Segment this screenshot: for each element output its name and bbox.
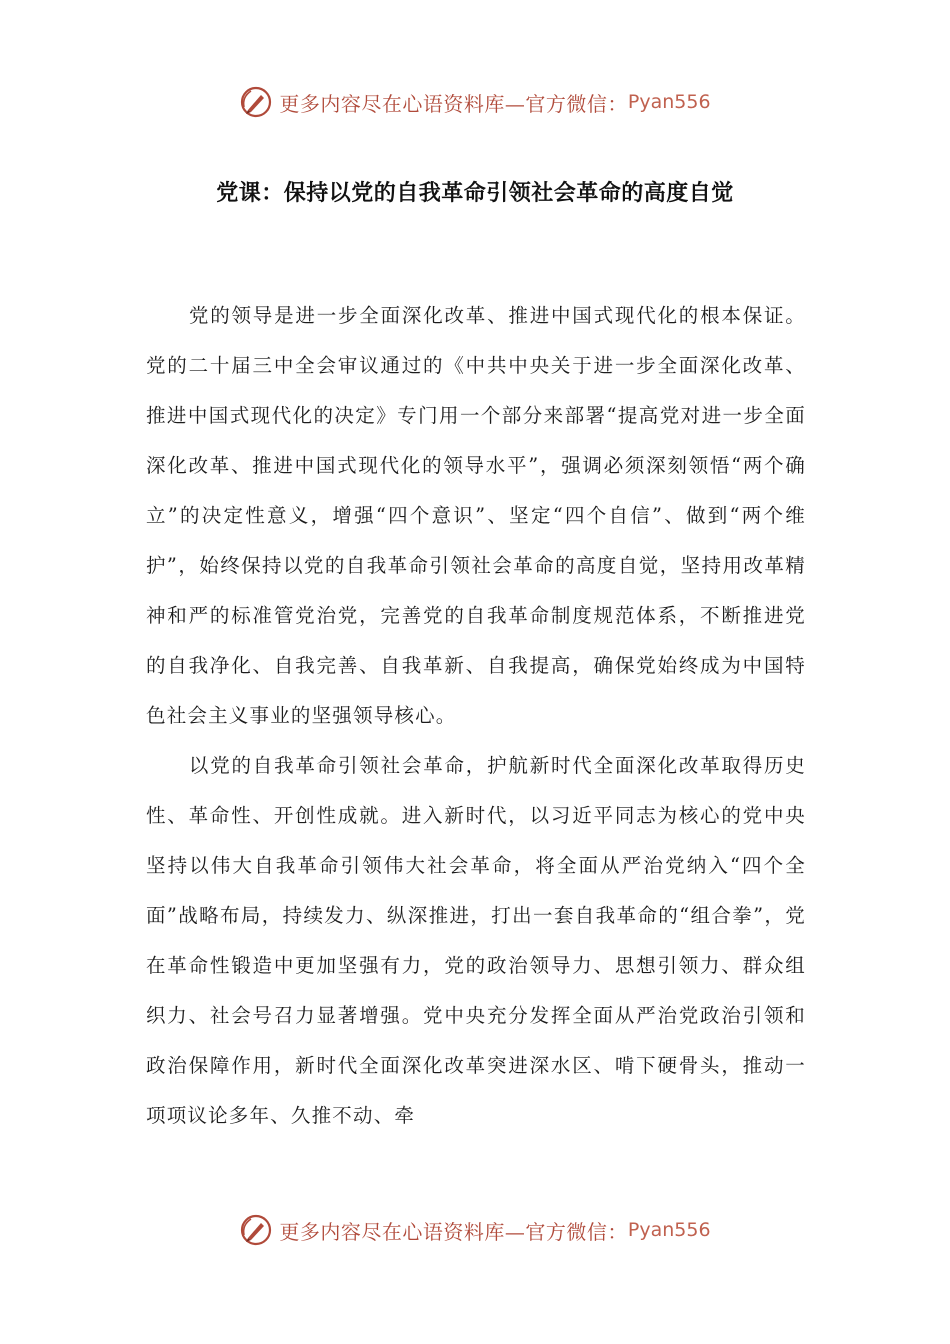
banner-text: 更多内容尽在心语资料库—官方微信： <box>279 1219 628 1244</box>
document-title: 党课：保持以党的自我革命引领社会革命的高度自觉 <box>216 181 734 206</box>
footer-banner <box>0 1208 950 1252</box>
pen-logo-icon <box>239 1213 273 1247</box>
banner-wechat-handle: Pyan556 <box>627 91 711 113</box>
paragraph: 党的领导是进一步全面深化改革、推进中国式现代化的根本保证。党的二十届三中全会审议通过的《中共中央关于进一步全面深化改革、推进中国式现代化的决定》专门用一个部分来部署“提高党对进一步全面深化改革、推进中国式现代化的领导水平”，强调必须深刻领悟“两个确立”的决定性意义，增强“四个意识”、坚定“四个自信”、做到“两个维护”，始终保持以党的自我革命引领社会革命的高度自觉，坚持用改革精神和严的标准管党治党，完善党的自我革命制度规范体系，不断推进党的自我净化、自我完善、自我革新、自我提高，确保党始终成为中国特色社会主义事业的坚强领导核心。 <box>146 304 806 727</box>
pen-logo-icon <box>239 85 273 119</box>
banner-wechat-handle: Pyan556 <box>627 1219 711 1241</box>
document-body <box>146 291 806 1141</box>
paragraph: 以党的自我革命引领社会革命，护航新时代全面深化改革取得历史性、革命性、开创性成就。进入新时代，以习近平同志为核心的党中央坚持以伟大自我革命引领伟大社会革命，将全面从严治党纳入“四个全面”战略布局，持续发力、纵深推进，打出一套自我革命的“组合拳”，党在革命性锻造中更加坚强有力，党的政治领导力、思想引领力、群众组织力、社会号召力显著增强。党中央充分发挥全面从严治党政治引领和政治保障作用，新时代全面深化改革突进深水区、啃下硬骨头，推动一项项议论多年、久推不动、牵 <box>146 754 806 1127</box>
header-banner <box>0 80 950 124</box>
banner-text: 更多内容尽在心语资料库—官方微信： <box>279 91 628 116</box>
